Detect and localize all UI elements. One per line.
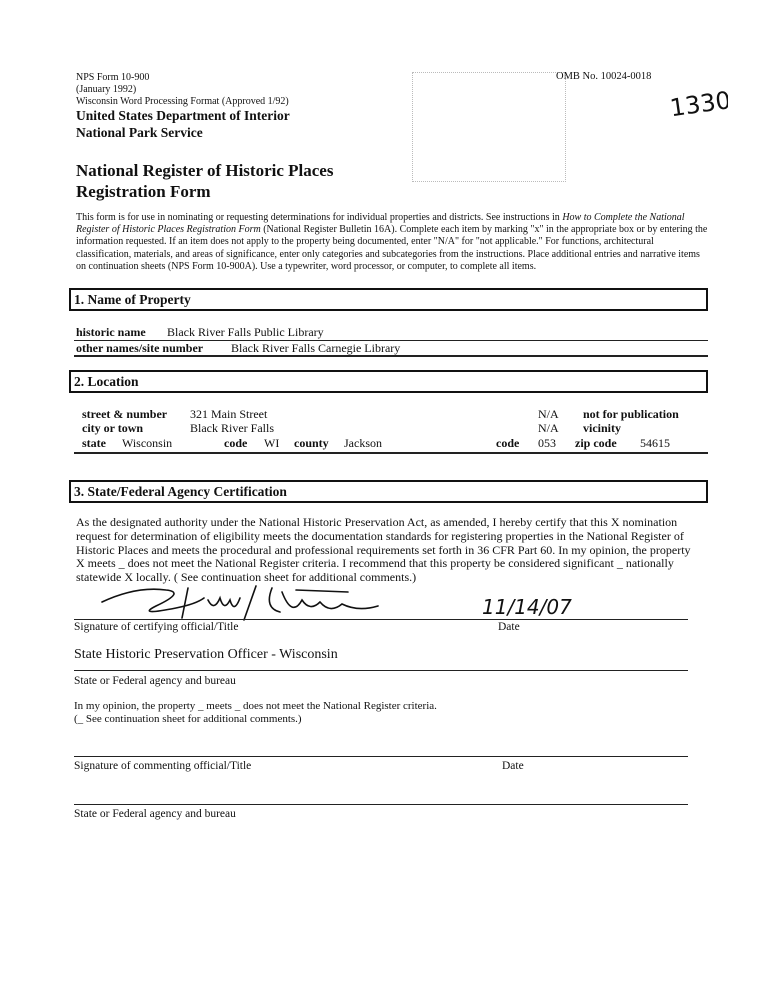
section-3-header: 3. State/Federal Agency Certification: [69, 480, 708, 503]
svg-text:11/14/07: 11/14/07: [482, 595, 572, 619]
agency-label: State or Federal agency and bureau: [74, 675, 236, 687]
city-value: Black River Falls: [190, 421, 274, 435]
certification-statement: As the designated authority under the National Historic Preservation Act, as amended, I hereby certify that this X nomination request for determination of eligibility meets the documentation standards for registering properties in the National Register of Historic Places and meets the procedural and professional requirements set forth in 36 CFR Part 60. In my opinion, the property X meets _ does not meet the National Register criteria. I recommend that this property be considered significant _ nationally statewide X locally. ( See continuation sheet for additional comments.): [76, 515, 691, 585]
form-title: National Register of Historic Places: [76, 161, 334, 180]
signature-date-handwritten: [478, 590, 578, 620]
city-label: city or town: [82, 421, 144, 435]
county-code-value: 053: [538, 436, 556, 450]
form-date: (January 1992): [76, 84, 137, 95]
state-value: Wisconsin: [122, 436, 173, 450]
county-value: Jackson: [344, 436, 382, 450]
other-names-label: other names/site number: [76, 341, 204, 355]
department: United States Department of Interior: [76, 108, 290, 123]
vicinity-na: N/A: [538, 421, 559, 435]
state-code-value: WI: [264, 436, 280, 450]
agency: National Park Service: [76, 125, 203, 140]
zip-value: 54615: [640, 436, 670, 450]
state-label: state: [82, 436, 106, 450]
handwritten-reference-number: [668, 86, 728, 126]
historic-name-value: Black River Falls Public Library: [167, 325, 324, 339]
state-code-label: code: [224, 436, 248, 450]
divider: [74, 355, 708, 357]
street-label: street & number: [82, 407, 168, 421]
svg-text:1330: 1330: [668, 86, 728, 123]
not-for-publication-na: N/A: [538, 407, 559, 421]
signature-scribble: [96, 578, 396, 624]
divider: [74, 452, 708, 454]
instructions-paragraph: This form is for use in nominating or requesting determinations for individual properties and districts. See instructions in How to Complete the National Register of Historic Places Registration Form (National Register Bulletin 16A). Complete each item by marking "x" in the appropriate box or by entering the information requested. If an item does not apply to the property being documented, enter "N/A" for "not applicable." For functions, architectural classification, materials, and areas of significance, enter only categories and subcategories from the instructions. Place additional entries and narrative items on continuation sheets (NPS Form 10-900A). Use a typewriter, word processor, or computer, to complete all items.: [76, 212, 708, 272]
commenting-date-label: Date: [502, 760, 524, 772]
opinion-line-2: (_ See continuation sheet for additional comments.): [74, 713, 302, 725]
section-2-header: 2. Location: [69, 370, 708, 393]
vicinity-label: vicinity: [583, 421, 621, 435]
agency-line: [74, 670, 688, 671]
opinion-line-1: In my opinion, the property _ meets _ does not meet the National Register criteria.: [74, 700, 437, 712]
agency2-line: [74, 804, 688, 805]
form-subtitle: Registration Form: [76, 182, 211, 201]
section-1-header: 1. Name of Property: [69, 288, 708, 311]
street-value: 321 Main Street: [190, 407, 268, 421]
signature-label: Signature of certifying official/Title: [74, 621, 239, 633]
signature-line: [74, 619, 688, 620]
agency2-label: State or Federal agency and bureau: [74, 808, 236, 820]
other-names-value: Black River Falls Carnegie Library: [231, 341, 401, 355]
date-label: Date: [498, 621, 520, 633]
officer-title: State Historic Preservation Officer - Wisconsin: [74, 647, 338, 662]
zip-label: zip code: [575, 436, 617, 450]
omb-number: OMB No. 10024-0018: [556, 71, 652, 82]
county-label: county: [294, 436, 329, 450]
commenting-signature-line: [74, 756, 688, 757]
county-code-label: code: [496, 436, 520, 450]
historic-name-label: historic name: [76, 325, 146, 339]
form-format: Wisconsin Word Processing Format (Approved 1/92): [76, 96, 289, 107]
not-for-publication-label: not for publication: [583, 407, 679, 421]
received-stamp-box: [412, 72, 566, 182]
commenting-signature-label: Signature of commenting official/Title: [74, 760, 252, 772]
form-number: NPS Form 10-900: [76, 72, 150, 83]
